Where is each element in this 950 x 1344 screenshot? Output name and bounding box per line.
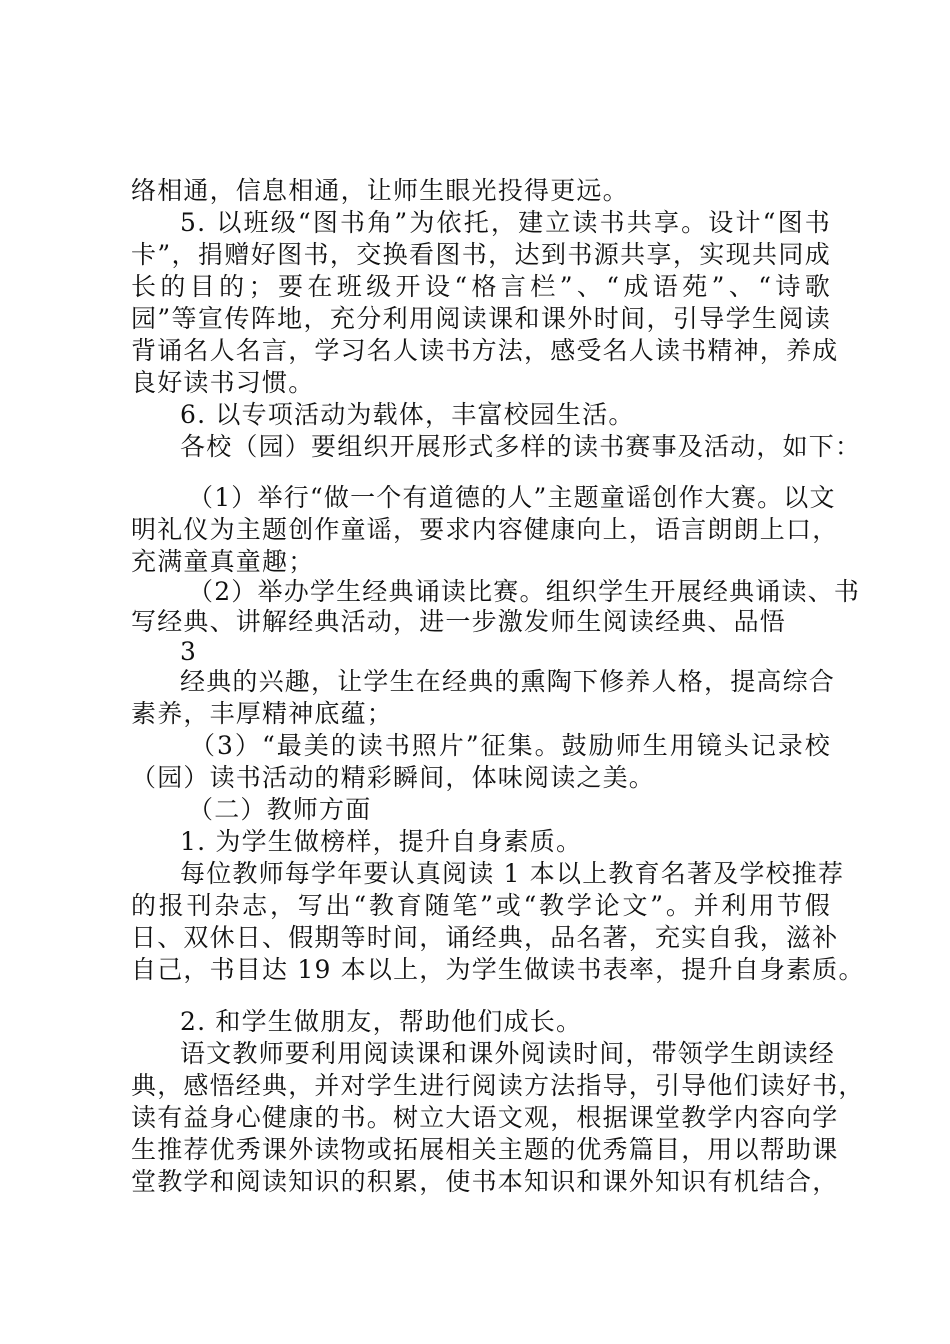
- page-number: 3: [180, 637, 198, 666]
- text-line: 5. 以班级“图书角”为依托，建立读书共享。设计“图书: [180, 208, 831, 237]
- text-line: 每位教师每学年要认真阅读 1 本以上教育名著及学校推荐: [180, 859, 845, 888]
- text-line: 良好读书习惯。: [131, 368, 315, 397]
- section-heading: （二）教师方面: [188, 795, 372, 824]
- text-line: 1. 为学生做榜样，提升自身素质。: [180, 827, 583, 856]
- text-line: 明礼仪为主题创作童谣，要求内容健康向上，语言朗朗上口，: [131, 515, 839, 544]
- text-line: （3）“最美的读书照片”征集。鼓励师生用镜头记录校: [190, 731, 831, 760]
- text-line: 语文教师要利用阅读课和课外阅读时间，带领学生朗读经: [180, 1039, 836, 1068]
- text-line: （1）举行“做一个有道德的人”主题童谣创作大赛。以文: [188, 483, 836, 512]
- text-line: 背诵名人名言，学习名人读书方法，感受名人读书精神，养成: [131, 336, 839, 365]
- text-line: （2）举办学生经典诵读比赛。组织学生开展经典诵读、书: [188, 577, 861, 606]
- text-line: 络相通，信息相通，让师生眼光投得更远。: [131, 176, 629, 205]
- text-line: 充满童真童趣；: [131, 547, 315, 576]
- text-line: 卡”，捐赠好图书，交换看图书，达到书源共享，实现共同成: [131, 240, 831, 269]
- text-line: 长的目的；要在班级开设“格言栏”、“成语苑”、“诗歌: [131, 272, 831, 301]
- text-line: 写经典、讲解经典活动，进一步激发师生阅读经典、品悟: [131, 607, 787, 636]
- text-line: 堂教学和阅读知识的积累，使书本知识和课外知识有机结合，: [131, 1167, 839, 1196]
- text-line: 6. 以专项活动为载体，丰富校园生活。: [180, 400, 635, 429]
- text-line: 经典的兴趣，让学生在经典的熏陶下修养人格，提高综合: [180, 667, 836, 696]
- text-line: 自己，书目达 19 本以上，为学生做读书表率，提升自身素质。: [131, 955, 865, 984]
- text-line: 典，感悟经典，并对学生进行阅读方法指导，引导他们读好书，: [131, 1071, 865, 1100]
- text-line: 2. 和学生做朋友，帮助他们成长。: [180, 1007, 583, 1036]
- text-line: 素养，丰厚精神底蕴；: [131, 699, 394, 728]
- text-line: （园）读书活动的精彩瞬间，体味阅读之美。: [131, 763, 656, 792]
- text-line: 各校（园）要组织开展形式多样的读书赛事及活动，如下：: [180, 432, 862, 461]
- text-line: 读有益身心健康的书。树立大语文观，根据课堂教学内容向学: [131, 1103, 839, 1132]
- text-line: 的报刊杂志，写出“教育随笔”或“教学论文”。并利用节假: [131, 891, 831, 920]
- text-line: 日、双休日、假期等时间，诵经典，品名著，充实自我，滋补: [131, 923, 839, 952]
- text-line: 园”等宣传阵地，充分利用阅读课和课外时间，引导学生阅读: [131, 304, 831, 333]
- text-line: 生推荐优秀课外读物或拓展相关主题的优秀篇目，用以帮助课: [131, 1135, 839, 1164]
